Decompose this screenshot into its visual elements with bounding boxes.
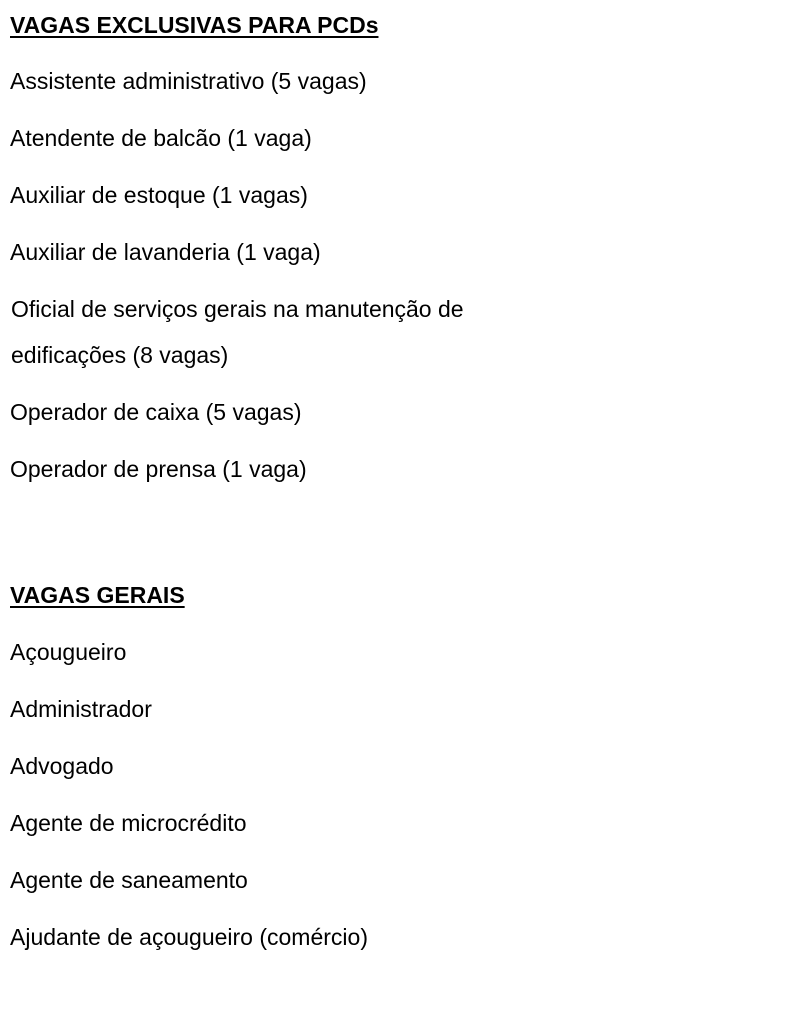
job-item: Agente de saneamento [10,867,248,893]
section-heading-pcd: VAGAS EXCLUSIVAS PARA PCDs [10,12,379,38]
section-heading-general: VAGAS GERAIS [10,582,185,608]
job-item-continuation: edificações (8 vagas) [11,342,229,368]
job-item: Oficial de serviços gerais na manutenção de [11,296,464,322]
job-item: Assistente administrativo (5 vagas) [10,68,367,94]
job-item: Auxiliar de estoque (1 vagas) [10,182,308,208]
job-item: Atendente de balcão (1 vaga) [10,125,312,151]
job-item: Auxiliar de lavanderia (1 vaga) [10,239,321,265]
job-item: Açougueiro [10,639,127,665]
job-item: Ajudante de açougueiro (comércio) [10,924,368,950]
job-item: Agente de microcrédito [10,810,247,836]
job-item: Operador de caixa (5 vagas) [10,399,302,425]
job-item: Operador de prensa (1 vaga) [10,456,307,482]
job-item: Advogado [10,753,114,779]
job-item: Administrador [10,696,152,722]
